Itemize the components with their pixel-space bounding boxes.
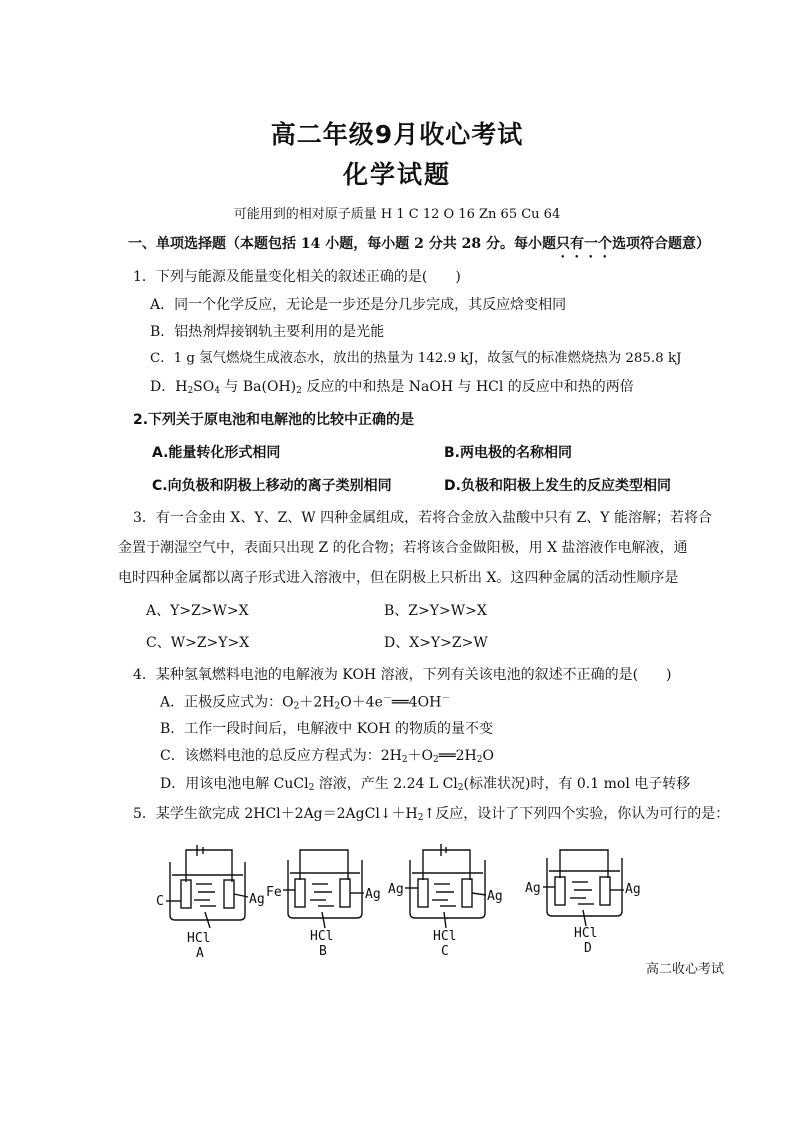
figure-d-cell xyxy=(543,850,624,926)
figure-a-left-label: C xyxy=(156,894,164,909)
figure-d-right-label: Ag xyxy=(625,882,641,897)
q1-stem: 1．下列与能源及能量变化相关的叙述正确的是( ) xyxy=(133,269,461,285)
section-heading: 一、单项选择题（本题包括 14 小题，每小题 2 分共 28 分。每小题只有一个选项符合题意） xyxy=(128,236,710,252)
q1-option-c: C．1 g 氢气燃烧生成液态水，放出的热量为 142.9 kJ，故氢气的标准燃烧热为 285.8 kJ xyxy=(150,351,682,366)
figure-a-tag: A xyxy=(196,946,204,961)
emphasis-text: 只有一个 xyxy=(555,236,612,252)
q1-option-d: D．$H_2SO_4$ 与 $Ba(OH)_2$ 反应的中和热是 NaOH 与 HCl 的反应中和热的两倍 xyxy=(150,379,634,396)
figure-d-solution: HCl xyxy=(574,926,598,941)
q3-option-c: C、W>Z>Y>X xyxy=(146,635,250,651)
figure-b-left-label: Fe xyxy=(266,885,282,900)
page-footer: 高二收心考试 xyxy=(646,962,725,977)
q1-option-a: A．同一个化学反应，无论是一步还是分几步完成，其反应焓变相同 xyxy=(150,297,567,313)
q4-option-c: C．该燃料电池的总反应方程式为：$2H_2+O_2══2H_2O$ xyxy=(160,748,494,765)
figure-c-tag: C xyxy=(441,944,449,959)
q3-option-a: A、Y>Z>W>X xyxy=(146,603,249,619)
q2-stem: 2.下列关于原电池和电解池的比较中正确的是 xyxy=(133,412,415,428)
figure-d-left-label: Ag xyxy=(525,881,541,896)
q2-option-c: C.向负极和阴极上移动的离子类别相同 xyxy=(152,478,392,494)
q1-option-b: B．铝热剂焊接钢轨主要利用的是光能 xyxy=(150,324,385,340)
q4-stem: 4．某种氢氧燃料电池的电解液为 KOH 溶液，下列有关该电池的叙述不正确的是( ) xyxy=(133,667,672,683)
exam-subtitle: 化学试题 xyxy=(342,160,451,189)
figure-b-tag: B xyxy=(319,944,327,959)
q3-option-b: B、Z>Y>W>X xyxy=(384,603,487,619)
figure-c-solution: HCl xyxy=(433,929,457,944)
figure-b-right-label: Ag xyxy=(365,887,381,902)
q5-stem: 5．某学生欲完成 $2HCl+2Ag=2AgCl↓+H_2↑$反应，设计了下列四个实验，你认为可行的是： xyxy=(133,806,730,823)
q4-option-b: B．工作一段时间后，电解液中 KOH 的物质的量不变 xyxy=(160,721,493,737)
q2-option-b: B.两电极的名称相同 xyxy=(444,445,572,461)
figure-c-left-label: Ag xyxy=(388,882,404,897)
q4-option-a: A．正极反应式为：$O_2+2H_2O+4e^-══4OH^-$ xyxy=(160,694,451,712)
exam-title: 高二年级9月收心考试 xyxy=(270,120,524,149)
q2-option-d: D.负极和阳极上发生的反应类型相同 xyxy=(444,478,671,494)
figure-b-cell xyxy=(283,850,364,928)
figure-d-tag: D xyxy=(584,941,592,956)
q4-option-d: D．用该电池电解 CuCl$_2$ 溶液，产生 2.24 L $Cl_2$(标准状况)时，有 0.1 mol 电子转移 xyxy=(160,776,691,793)
q3-line-1: 3．有一合金由 X、Y、Z、W 四种金属组成，若将合金放入盐酸中只有 Z、Y 能溶解；若将合 xyxy=(133,510,713,526)
q2-option-a: A.能量转化形式相同 xyxy=(152,445,281,461)
figure-a-solution: HCl xyxy=(187,931,211,946)
q3-line-3: 电时四种金属都以离子形式进入溶液中，但在阴极上只析出 X。这四种金属的活动性顺序是 xyxy=(118,570,679,586)
figure-b-solution: HCl xyxy=(310,929,334,944)
figure-c-right-label: Ag xyxy=(487,889,503,904)
figure-a-right-label: Ag xyxy=(249,892,265,907)
q3-line-2: 金置于潮湿空气中，表面只出现 Z 的化合物；若将该合金做阳极，用 X 盐溶液作电解液，通 xyxy=(118,540,688,556)
figure-a-cell xyxy=(166,845,248,928)
q3-option-d: D、X>Y>Z>W xyxy=(384,635,488,651)
figure-c-cell xyxy=(405,844,486,928)
atomic-masses: 可能用到的相对原子质量 H 1 C 12 O 16 Zn 65 Cu 64 xyxy=(233,207,561,222)
